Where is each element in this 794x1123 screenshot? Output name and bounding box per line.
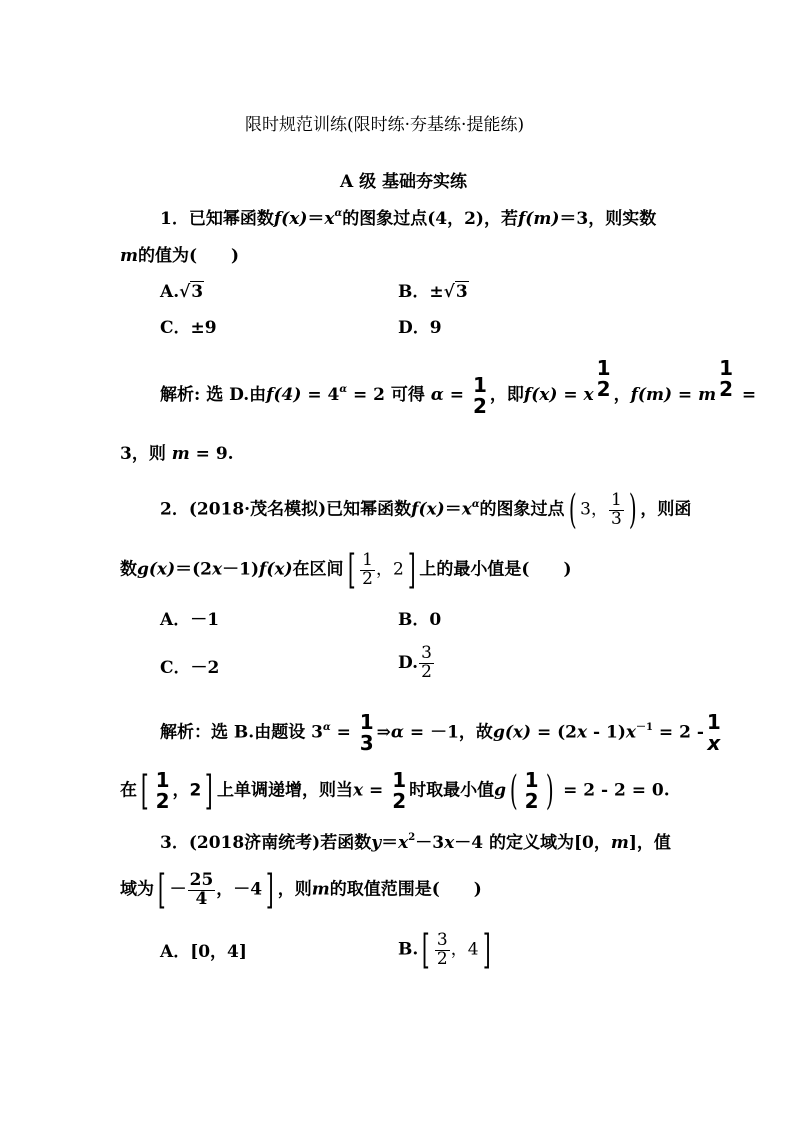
q1-option-b: B．±√3 [398, 282, 468, 302]
section-heading: A 级 基础夯实练 [340, 172, 468, 192]
q2-option-d: D. $\frac{3}{2}$ [398, 643, 432, 682]
q1-option-c: C．±9 [160, 318, 217, 338]
q1-stem-line2: m的值为( ) [120, 246, 240, 266]
q1-option-d: D．9 [398, 318, 442, 338]
q2-solution-line2: 在[ 1 2 ，2] 上单调递增，则当x = 1 2 时取最小值g( 1 2 ) = 2 - 2 = 0. [120, 768, 670, 814]
q3-option-a: A．[0，4] [160, 942, 247, 962]
q3-stem-line1: 3．(2018济南统考)若函数$y=x^2-3x-4$ 的定义域为[0，m]，值 [160, 832, 671, 853]
q3-stem-line2: 域为[ － $\frac{25}{4}$ ，－4] ，则m的取值范围是( ) [120, 867, 482, 913]
q1-solution-line1: 解析: 选 D.由$f(4) = 4^\alpha = 2$ 可得 α = 1 2 ，即f(x) = x 1 2 ，f(m) = m 1 2 = [160, 356, 757, 418]
q2-stem-line1: 2．(2018·茂名模拟)已知幂函数$f(x)=x^\alpha$的图象过点( 3， $\frac{1}{3}$ ) ，则函 [160, 487, 692, 533]
q3-option-b: B.[ $\frac{3}{2}$ ，4] [398, 927, 491, 973]
q2-option-b: B．0 [398, 610, 442, 630]
sqrt-symbol: √3 [443, 282, 468, 302]
q1-option-a: A.√3 [160, 282, 204, 302]
q2-stem-line2: 数g(x)＝(2x－1)f(x)在区间[ $\frac{1}{2}$ ，2] 上的最小值是( ) [120, 547, 572, 593]
q1-solution-line2: 3，则 m = 9. [120, 444, 234, 464]
page-title: 限时规范训练(限时练·夯基练·提能练) [245, 115, 525, 135]
q2-option-a: A．－1 [160, 610, 220, 630]
q2-solution-line1: 解析：选 B.由题设 $3^\alpha$ = 1 3 ⇒α = －1，故$g(x) = (2x - 1)x^{-1} = 2$ - 1 x [160, 710, 721, 755]
sqrt-symbol: √3 [179, 282, 204, 302]
q1-stem-line1: 1．已知幂函数$f(x)=x^\alpha$的图象过点(4，2)，若f(m)＝3，则实数 [160, 208, 657, 229]
q2-option-c: C．－2 [160, 658, 220, 678]
